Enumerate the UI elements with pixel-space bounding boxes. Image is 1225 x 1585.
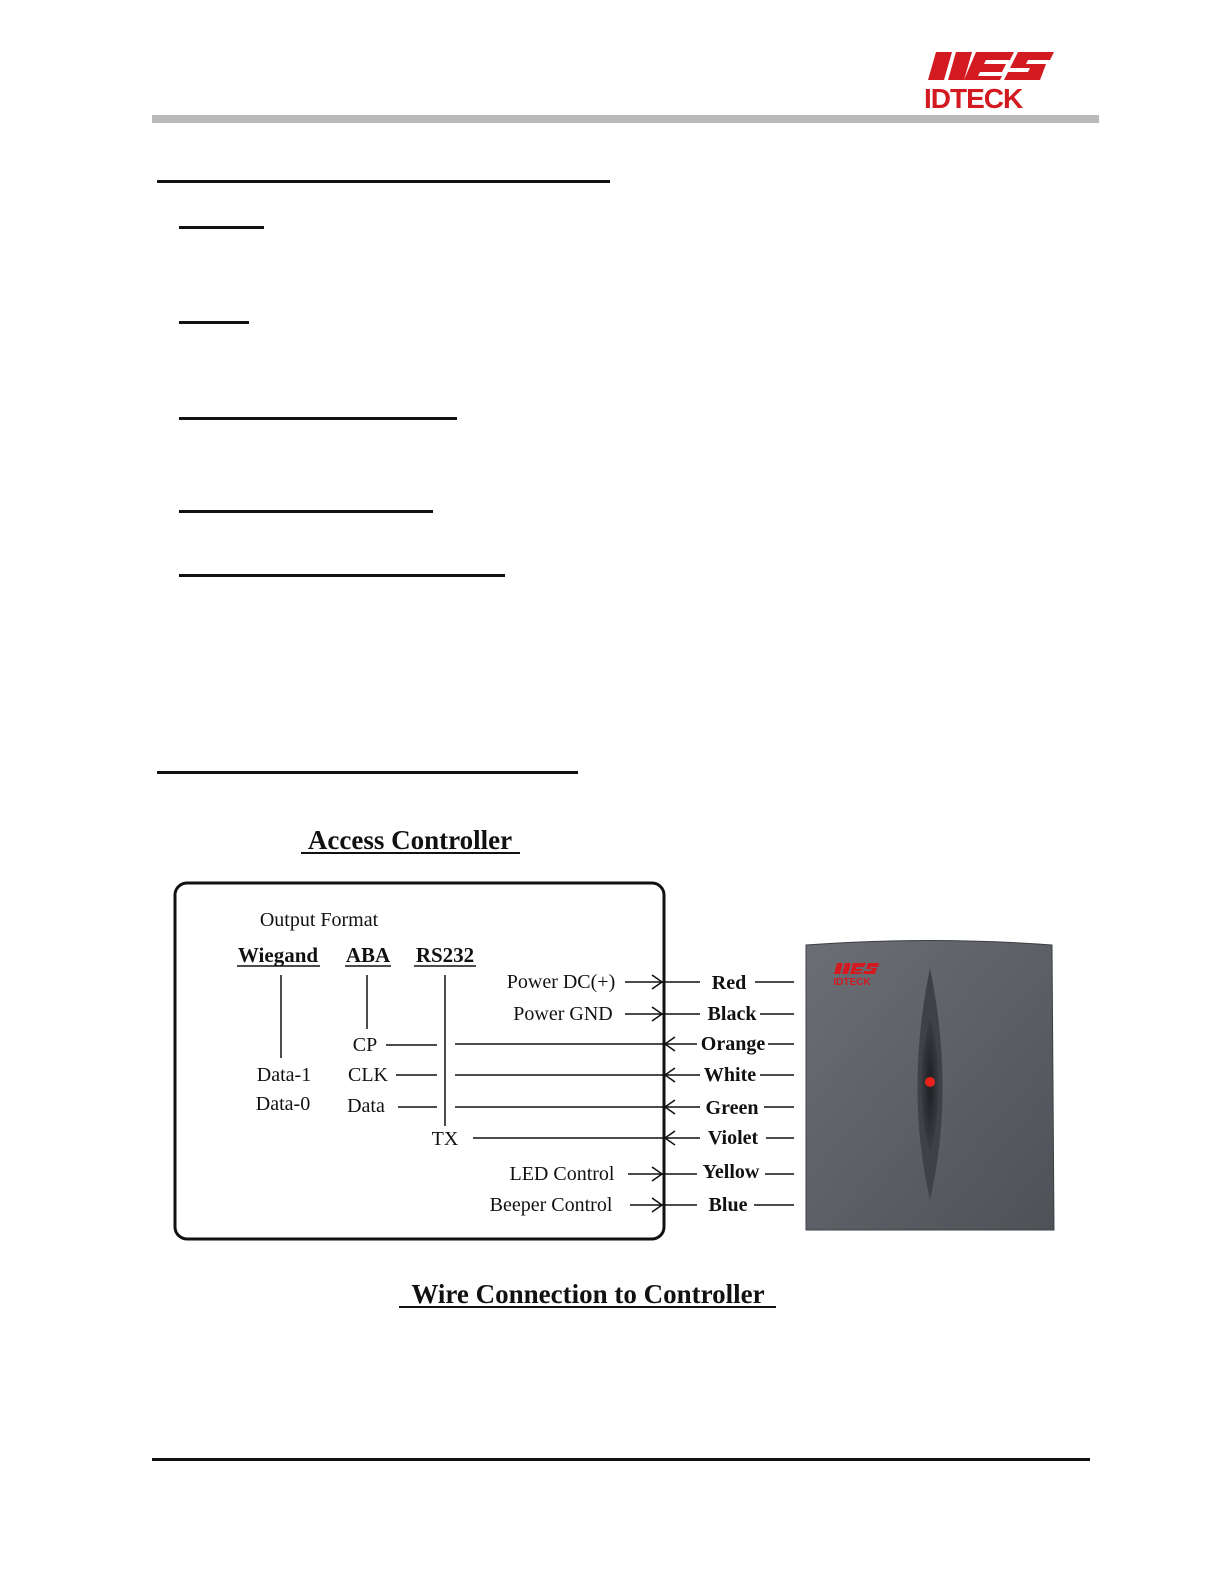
signal-clk: CLK — [348, 1064, 388, 1086]
controller-box — [175, 883, 664, 1239]
wire-label-black: Black — [707, 1003, 757, 1025]
signal-data0: Data-0 — [255, 1093, 311, 1115]
wire-label-blue: Blue — [708, 1194, 748, 1216]
signal-beeper-control: Beeper Control — [489, 1194, 613, 1216]
reader-brand-text: IDTECK — [833, 977, 871, 988]
logo-brand-text: IDTECK — [924, 83, 1023, 114]
output-format-label: Output Format — [259, 909, 379, 931]
wire-label-violet: Violet — [707, 1127, 759, 1149]
wire-label-white: White — [703, 1064, 757, 1086]
diagram-title: Access Controller — [307, 825, 513, 855]
reader-led-icon — [925, 1077, 935, 1087]
wire-label-orange: Orange — [700, 1033, 766, 1055]
diagram-caption: Wire Connection to Controller — [411, 1279, 765, 1309]
format-aba: ABA — [345, 943, 391, 967]
format-rs232: RS232 — [415, 943, 475, 967]
signal-cp: CP — [352, 1034, 378, 1056]
signal-led-control: LED Control — [509, 1163, 615, 1185]
signal-power-dc: Power DC(+) — [506, 971, 616, 993]
signal-tx: TX — [431, 1128, 459, 1150]
signal-power-gnd: Power GND — [513, 1003, 613, 1025]
format-wiegand: Wiegand — [237, 943, 319, 967]
wire-label-yellow: Yellow — [702, 1161, 760, 1183]
wire-label-green: Green — [705, 1097, 759, 1119]
signal-data1: Data-1 — [256, 1064, 312, 1086]
signal-data: Data — [347, 1095, 385, 1117]
card-reader-device — [806, 941, 1054, 1231]
wire-label-red: Red — [711, 972, 747, 994]
footer-rule — [152, 1458, 1090, 1461]
